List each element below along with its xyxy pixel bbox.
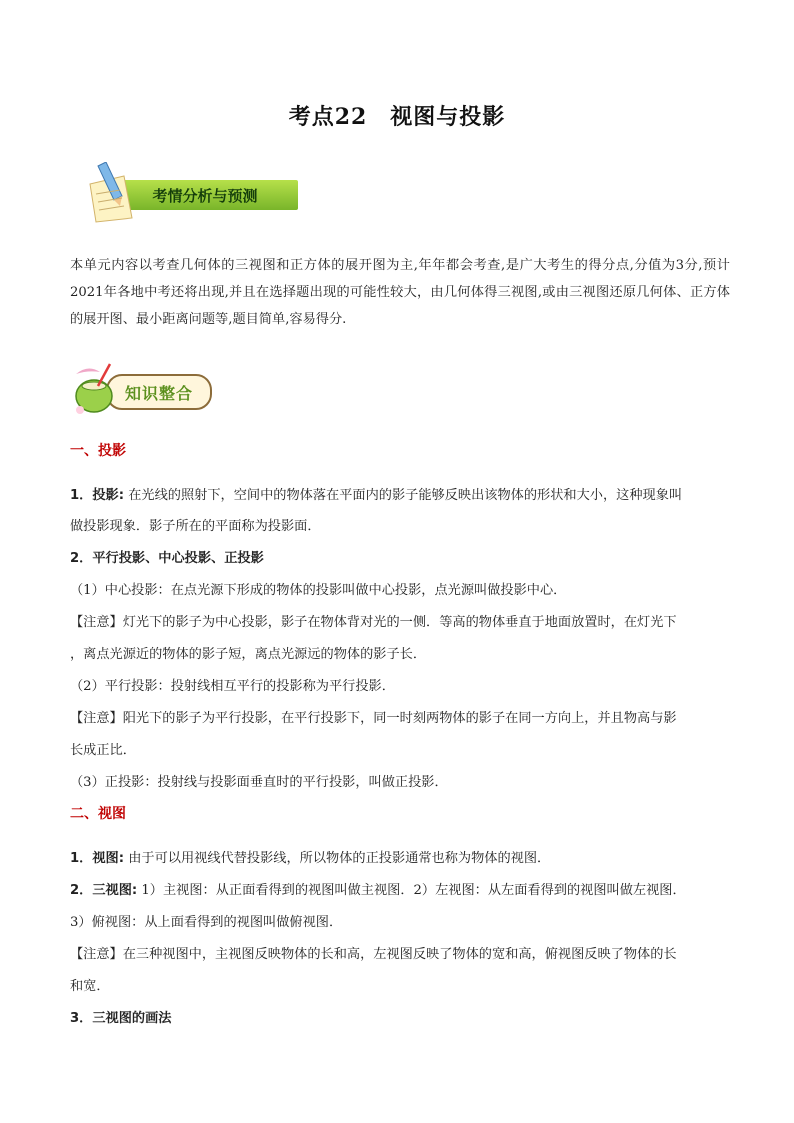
text-line: 做投影现象．影子所在的平面称为投影面． [70,519,321,534]
page-title: 考点22 视图与投影 [288,104,506,130]
note-line: 【注意】在三种视图中，主视图反映物体的长和高，左视图反映了物体的宽和高，俯视图反映了物体的长 [70,947,677,962]
term-label: 2．三视图: [70,883,138,898]
text-line: （2）平行投影：投射线相互平行的投影称为平行投影． [70,679,395,694]
intro-paragraph: 本单元内容以考查几何体的三视图和正方体的展开图为主,年年都会考查,是广大考生的得分点,分值为3分,预计2021年各地中考还将出现,并且在选择题出现的可能性较大，由几何体得三视图,或由三视图还原几何体、正方体的展开图、最小距离问题等,题目简单,容易得分. [70,258,730,327]
text-line [70,879,730,898]
pencil-paper-icon [84,162,154,224]
text-line: 3）俯视图：从上面看得到的视图叫做俯视图． [70,915,343,930]
text-line [70,847,730,866]
text-line: （3）正投影：投射线与投影面垂直时的平行投影，叫做正投影． [70,775,448,790]
section-heading-view: 二、视图 [70,806,126,822]
text-line: 和宽． [70,979,110,994]
note-line: 【注意】灯光下的影子为中心投影，影子在物体背对光的一侧．等高的物体垂直于地面放置时，在灯光下 [70,615,677,630]
knowledge-banner [70,360,210,420]
term-text: 由于可以用视线代替投影线，所以物体的正投影通常也称为物体的视图． [124,851,551,866]
analysis-banner-label: 考情分析与预测 [152,187,258,205]
term-text: 在光线的照射下，空间中的物体落在平面内的影子能够反映出该物体的形状和大小，这种现象叫 [124,488,683,503]
text-line [70,484,730,503]
analysis-banner [84,162,300,224]
subheading: 2．平行投影、中心投影、正投影 [70,551,264,566]
term-text: 1）主视图：从正面看得到的视图叫做主视图．2）左视图：从左面看得到的视图叫做左视图． [137,883,686,898]
section-heading-projection: 一、投影 [70,443,126,459]
term-label: 1．投影: [70,488,125,503]
text-line: （1）中心投影：在点光源下形成的物体的投影叫做中心投影，点光源叫做投影中心． [70,583,567,598]
knowledge-banner-label: 知识整合 [124,384,193,403]
text-line: 长成正比． [70,743,136,758]
note-line: 【注意】阳光下的影子为平行投影，在平行投影下，同一时刻两物体的影子在同一方向上，并且物高与影 [70,711,677,726]
subheading: 3．三视图的画法 [70,1011,172,1026]
text-line: ，离点光源近的物体的影子短，离点光源远的物体的影子长． [70,647,427,662]
coconut-drink-icon [70,360,130,420]
term-label: 1．视图: [70,851,125,866]
